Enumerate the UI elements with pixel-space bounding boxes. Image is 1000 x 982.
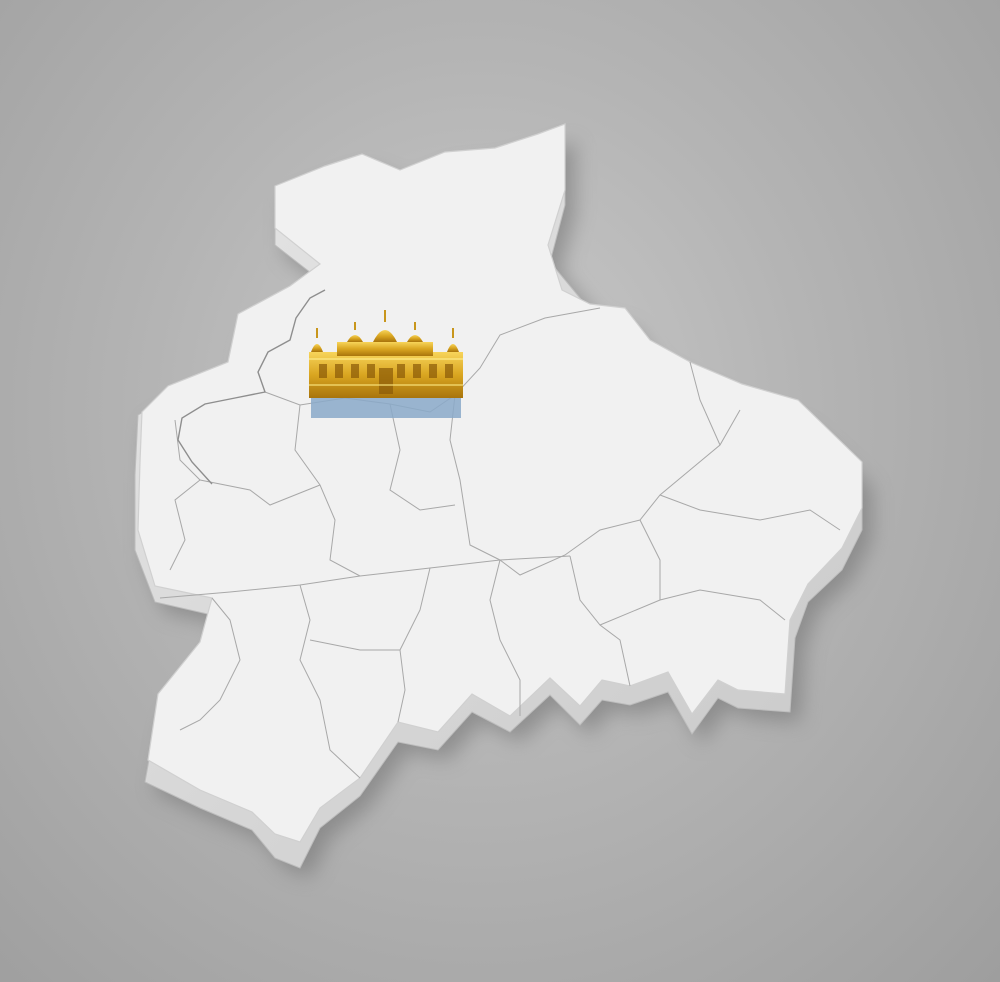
golden-temple-icon: [305, 308, 465, 420]
map-top-face: [138, 124, 862, 842]
